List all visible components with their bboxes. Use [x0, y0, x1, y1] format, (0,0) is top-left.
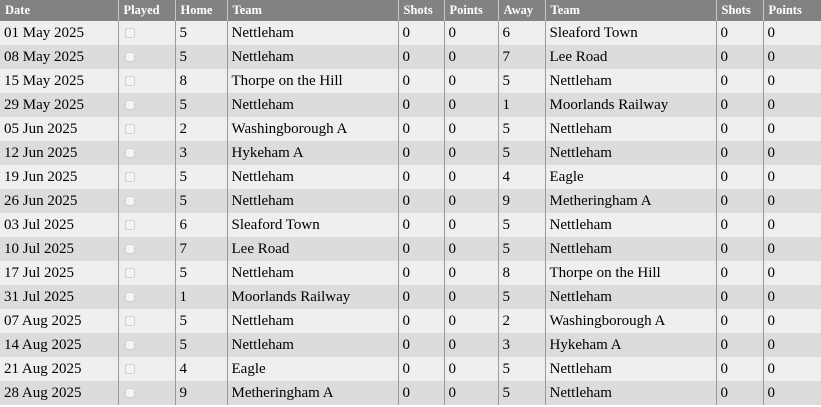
- date-cell: 21 Aug 2025: [0, 357, 118, 381]
- home-team-cell: Nettleham: [227, 309, 398, 333]
- table-row: [0, 237, 821, 261]
- played-cell: [118, 165, 175, 189]
- table-row: [0, 21, 821, 45]
- away-points-cell: 0: [763, 189, 821, 213]
- home-team-cell: Moorlands Railway: [227, 285, 398, 309]
- away-number-cell: 5: [498, 141, 545, 165]
- home-team-cell: Nettleham: [227, 21, 398, 45]
- home-shots-cell: 0: [398, 117, 444, 141]
- table-row: [0, 93, 821, 117]
- away-points-cell: 0: [763, 309, 821, 333]
- away-team-cell: Nettleham: [545, 141, 716, 165]
- away-number-cell: 4: [498, 165, 545, 189]
- date-cell: 29 May 2025: [0, 93, 118, 117]
- date-cell: 05 Jun 2025: [0, 117, 118, 141]
- away-points-cell: 0: [763, 141, 821, 165]
- home-number-cell: 5: [175, 189, 227, 213]
- column-header-date: Date: [0, 0, 118, 21]
- home-team-cell: Nettleham: [227, 165, 398, 189]
- home-points-cell: 0: [444, 261, 498, 285]
- away-number-cell: 1: [498, 93, 545, 117]
- away-team-cell: Lee Road: [545, 45, 716, 69]
- played-cell: [118, 117, 175, 141]
- away-shots-cell: 0: [716, 357, 763, 381]
- home-team-cell: Sleaford Town: [227, 213, 398, 237]
- home-points-cell: 0: [444, 189, 498, 213]
- home-team-cell: Washingborough A: [227, 117, 398, 141]
- home-team-cell: Nettleham: [227, 333, 398, 357]
- home-number-cell: 4: [175, 357, 227, 381]
- away-points-cell: 0: [763, 261, 821, 285]
- column-header-away: Away: [498, 0, 545, 21]
- away-number-cell: 5: [498, 69, 545, 93]
- away-number-cell: 3: [498, 333, 545, 357]
- table-row: [0, 189, 821, 213]
- away-team-cell: Nettleham: [545, 69, 716, 93]
- away-number-cell: 8: [498, 261, 545, 285]
- away-shots-cell: 0: [716, 141, 763, 165]
- played-cell: [118, 189, 175, 213]
- away-team-cell: Metheringham A: [545, 189, 716, 213]
- away-points-cell: 0: [763, 21, 821, 45]
- away-points-cell: 0: [763, 237, 821, 261]
- away-points-cell: 0: [763, 93, 821, 117]
- home-number-cell: 5: [175, 165, 227, 189]
- away-points-cell: 0: [763, 285, 821, 309]
- away-team-cell: Nettleham: [545, 237, 716, 261]
- header-row: [0, 0, 821, 21]
- home-shots-cell: 0: [398, 261, 444, 285]
- date-cell: 10 Jul 2025: [0, 237, 118, 261]
- played-checkbox[interactable]: [125, 292, 135, 302]
- home-team-cell: Metheringham A: [227, 381, 398, 405]
- home-points-cell: 0: [444, 165, 498, 189]
- home-number-cell: 2: [175, 117, 227, 141]
- date-cell: 26 Jun 2025: [0, 189, 118, 213]
- home-points-cell: 0: [444, 69, 498, 93]
- table-row: [0, 309, 821, 333]
- date-cell: 14 Aug 2025: [0, 333, 118, 357]
- away-points-cell: 0: [763, 381, 821, 405]
- home-team-cell: Nettleham: [227, 45, 398, 69]
- home-shots-cell: 0: [398, 213, 444, 237]
- away-shots-cell: 0: [716, 93, 763, 117]
- home-team-cell: Nettleham: [227, 93, 398, 117]
- home-shots-cell: 0: [398, 69, 444, 93]
- home-points-cell: 0: [444, 93, 498, 117]
- played-cell: [118, 141, 175, 165]
- home-shots-cell: 0: [398, 333, 444, 357]
- away-team-cell: Moorlands Railway: [545, 93, 716, 117]
- away-shots-cell: 0: [716, 189, 763, 213]
- away-points-cell: 0: [763, 69, 821, 93]
- played-cell: [118, 21, 175, 45]
- column-header-away-shots: Shots: [716, 0, 763, 21]
- home-shots-cell: 0: [398, 93, 444, 117]
- home-points-cell: 0: [444, 45, 498, 69]
- home-points-cell: 0: [444, 237, 498, 261]
- away-shots-cell: 0: [716, 237, 763, 261]
- away-number-cell: 5: [498, 237, 545, 261]
- home-number-cell: 5: [175, 21, 227, 45]
- home-team-cell: Nettleham: [227, 261, 398, 285]
- played-checkbox[interactable]: [125, 148, 135, 158]
- played-checkbox[interactable]: [125, 100, 135, 110]
- away-number-cell: 9: [498, 189, 545, 213]
- home-shots-cell: 0: [398, 237, 444, 261]
- away-points-cell: 0: [763, 117, 821, 141]
- home-shots-cell: 0: [398, 141, 444, 165]
- column-header-away-points: Points: [763, 0, 821, 21]
- home-shots-cell: 0: [398, 21, 444, 45]
- away-shots-cell: 0: [716, 309, 763, 333]
- date-cell: 08 May 2025: [0, 45, 118, 69]
- home-number-cell: 5: [175, 333, 227, 357]
- away-team-cell: Eagle: [545, 165, 716, 189]
- home-number-cell: 5: [175, 309, 227, 333]
- table-row: [0, 381, 821, 405]
- played-cell: [118, 309, 175, 333]
- date-cell: 03 Jul 2025: [0, 213, 118, 237]
- date-cell: 19 Jun 2025: [0, 165, 118, 189]
- played-cell: [118, 237, 175, 261]
- away-team-cell: Nettleham: [545, 381, 716, 405]
- away-team-cell: Thorpe on the Hill: [545, 261, 716, 285]
- played-checkbox[interactable]: [125, 364, 135, 374]
- played-checkbox[interactable]: [125, 76, 135, 86]
- home-shots-cell: 0: [398, 381, 444, 405]
- home-number-cell: 6: [175, 213, 227, 237]
- away-team-cell: Hykeham A: [545, 333, 716, 357]
- home-number-cell: 1: [175, 285, 227, 309]
- played-checkbox[interactable]: [125, 172, 135, 182]
- table-row: [0, 165, 821, 189]
- home-team-cell: Hykeham A: [227, 141, 398, 165]
- away-team-cell: Nettleham: [545, 213, 716, 237]
- date-cell: 07 Aug 2025: [0, 309, 118, 333]
- home-team-cell: Lee Road: [227, 237, 398, 261]
- played-checkbox[interactable]: [125, 316, 135, 326]
- table-row: [0, 69, 821, 93]
- away-points-cell: 0: [763, 45, 821, 69]
- away-team-cell: Nettleham: [545, 357, 716, 381]
- table-row: [0, 357, 821, 381]
- home-points-cell: 0: [444, 213, 498, 237]
- away-number-cell: 7: [498, 45, 545, 69]
- home-shots-cell: 0: [398, 189, 444, 213]
- played-cell: [118, 357, 175, 381]
- away-team-cell: Nettleham: [545, 285, 716, 309]
- away-number-cell: 5: [498, 213, 545, 237]
- table-row: [0, 333, 821, 357]
- away-shots-cell: 0: [716, 285, 763, 309]
- table-row: [0, 117, 821, 141]
- home-points-cell: 0: [444, 285, 498, 309]
- away-shots-cell: 0: [716, 69, 763, 93]
- away-number-cell: 5: [498, 381, 545, 405]
- away-number-cell: 5: [498, 357, 545, 381]
- away-number-cell: 5: [498, 117, 545, 141]
- home-team-cell: Eagle: [227, 357, 398, 381]
- away-shots-cell: 0: [716, 261, 763, 285]
- played-checkbox[interactable]: [125, 268, 135, 278]
- played-checkbox[interactable]: [125, 28, 135, 38]
- away-shots-cell: 0: [716, 45, 763, 69]
- table-row: [0, 213, 821, 237]
- home-shots-cell: 0: [398, 309, 444, 333]
- away-team-cell: Nettleham: [545, 117, 716, 141]
- played-cell: [118, 45, 175, 69]
- column-header-away-team: Team: [545, 0, 716, 21]
- home-points-cell: 0: [444, 381, 498, 405]
- played-cell: [118, 381, 175, 405]
- away-shots-cell: 0: [716, 165, 763, 189]
- home-shots-cell: 0: [398, 285, 444, 309]
- played-cell: [118, 285, 175, 309]
- date-cell: 01 May 2025: [0, 21, 118, 45]
- column-header-played: Played: [118, 0, 175, 21]
- played-checkbox[interactable]: [125, 52, 135, 62]
- home-points-cell: 0: [444, 21, 498, 45]
- home-shots-cell: 0: [398, 357, 444, 381]
- date-cell: 28 Aug 2025: [0, 381, 118, 405]
- played-checkbox[interactable]: [125, 388, 135, 398]
- date-cell: 31 Jul 2025: [0, 285, 118, 309]
- home-shots-cell: 0: [398, 45, 444, 69]
- date-cell: 15 May 2025: [0, 69, 118, 93]
- home-number-cell: 7: [175, 237, 227, 261]
- home-points-cell: 0: [444, 333, 498, 357]
- home-team-cell: Thorpe on the Hill: [227, 69, 398, 93]
- home-points-cell: 0: [444, 141, 498, 165]
- home-points-cell: 0: [444, 309, 498, 333]
- away-shots-cell: 0: [716, 333, 763, 357]
- table-row: [0, 45, 821, 69]
- date-cell: 17 Jul 2025: [0, 261, 118, 285]
- played-checkbox[interactable]: [125, 196, 135, 206]
- home-number-cell: 8: [175, 69, 227, 93]
- played-checkbox[interactable]: [125, 124, 135, 134]
- away-points-cell: 0: [763, 165, 821, 189]
- played-cell: [118, 261, 175, 285]
- away-shots-cell: 0: [716, 213, 763, 237]
- column-header-home: Home: [175, 0, 227, 21]
- home-number-cell: 9: [175, 381, 227, 405]
- home-number-cell: 5: [175, 93, 227, 117]
- column-header-home-team: Team: [227, 0, 398, 21]
- away-number-cell: 6: [498, 21, 545, 45]
- away-team-cell: Washingborough A: [545, 309, 716, 333]
- away-shots-cell: 0: [716, 381, 763, 405]
- column-header-home-points: Points: [444, 0, 498, 21]
- played-cell: [118, 333, 175, 357]
- away-points-cell: 0: [763, 357, 821, 381]
- played-cell: [118, 213, 175, 237]
- home-team-cell: Nettleham: [227, 189, 398, 213]
- away-shots-cell: 0: [716, 117, 763, 141]
- home-points-cell: 0: [444, 117, 498, 141]
- played-cell: [118, 93, 175, 117]
- home-number-cell: 5: [175, 261, 227, 285]
- table-row: [0, 261, 821, 285]
- table-row: [0, 141, 821, 165]
- played-cell: [118, 69, 175, 93]
- away-shots-cell: 0: [716, 21, 763, 45]
- played-checkbox[interactable]: [125, 340, 135, 350]
- away-number-cell: 5: [498, 285, 545, 309]
- column-header-home-shots: Shots: [398, 0, 444, 21]
- home-number-cell: 5: [175, 45, 227, 69]
- home-points-cell: 0: [444, 357, 498, 381]
- played-checkbox[interactable]: [125, 244, 135, 254]
- fixtures-body: [0, 21, 821, 405]
- table-row: [0, 285, 821, 309]
- away-points-cell: 0: [763, 213, 821, 237]
- played-checkbox[interactable]: [125, 220, 135, 230]
- home-number-cell: 3: [175, 141, 227, 165]
- away-points-cell: 0: [763, 333, 821, 357]
- away-number-cell: 2: [498, 309, 545, 333]
- away-team-cell: Sleaford Town: [545, 21, 716, 45]
- date-cell: 12 Jun 2025: [0, 141, 118, 165]
- home-shots-cell: 0: [398, 165, 444, 189]
